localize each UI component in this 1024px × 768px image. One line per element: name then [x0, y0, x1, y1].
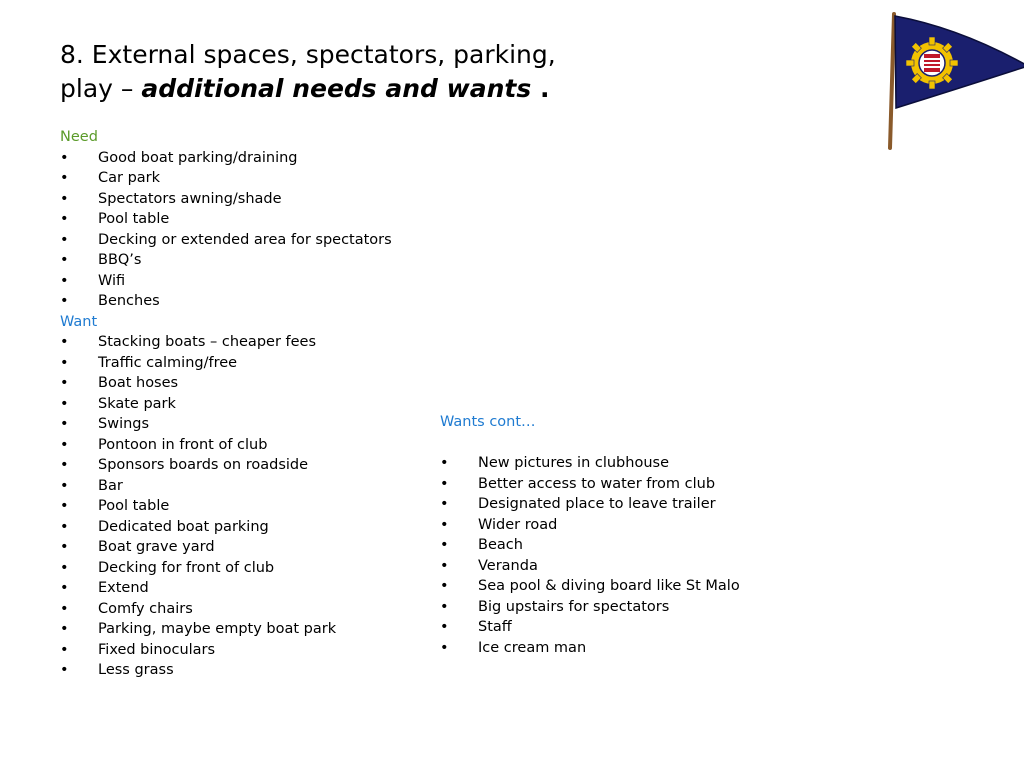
list-item: [60, 455, 392, 476]
bullet-icon: •: [60, 457, 69, 473]
spacer: [440, 433, 740, 454]
list-item: [60, 496, 392, 517]
wants-cont-heading: Wants cont…: [440, 414, 536, 430]
list-item: [440, 515, 740, 536]
list-item: [60, 578, 392, 599]
bullet-icon: •: [60, 272, 69, 289]
list-item: [60, 517, 392, 538]
need-list: [60, 148, 392, 312]
bullet-icon: •: [60, 662, 69, 678]
list-item: [60, 332, 392, 353]
list-item-text: Skate park: [98, 395, 176, 412]
list-item-text: Stacking boats – cheaper fees: [98, 334, 317, 350]
list-item-text: Decking or extended area for spectators: [98, 231, 392, 248]
list-item: [60, 168, 392, 189]
list-item-text: Designated place to leave trailer: [478, 496, 716, 512]
list-item: [60, 640, 392, 661]
bullet-icon: •: [60, 293, 69, 309]
bullet-icon: •: [60, 252, 69, 268]
list-item: [440, 576, 740, 597]
list-item-text: Extend: [98, 580, 149, 596]
list-item: [60, 619, 392, 640]
title-line-2-prefix: play –: [60, 74, 142, 103]
title-emphasis: additional needs and wants: [141, 74, 532, 103]
list-item-text: BBQ’s: [98, 252, 142, 268]
list-item-text: Pontoon in front of club: [98, 436, 268, 453]
bullet-icon: •: [60, 477, 69, 494]
list-item-text: Swings: [98, 416, 150, 432]
bullet-icon: •: [60, 559, 69, 576]
list-item-text: Decking for front of club: [98, 559, 275, 576]
slide-title: [60, 38, 580, 106]
wants-cont-list: [440, 453, 740, 658]
list-item-text: Fixed binoculars: [98, 641, 216, 658]
list-item-text: Staff: [478, 619, 512, 635]
list-item: [60, 291, 392, 312]
list-item: [60, 660, 392, 681]
list-item-text: Car park: [98, 170, 161, 186]
list-item-text: Better access to water from club: [478, 475, 716, 492]
list-item: [60, 414, 392, 435]
bullet-icon: •: [440, 598, 449, 615]
list-item: [440, 617, 740, 638]
bullet-icon: •: [440, 578, 449, 594]
list-item: [440, 597, 740, 618]
list-item: [60, 271, 392, 292]
bullet-icon: •: [440, 516, 449, 533]
list-item: [60, 230, 392, 251]
bullet-icon: •: [60, 190, 69, 207]
bullet-icon: •: [60, 149, 69, 166]
list-item: [60, 250, 392, 271]
bullet-icon: •: [60, 498, 69, 514]
bullet-icon: •: [60, 539, 69, 555]
list-item-text: Beach: [478, 537, 523, 553]
list-item-text: New pictures in clubhouse: [478, 455, 669, 471]
bullet-icon: •: [60, 580, 69, 596]
list-item: [60, 558, 392, 579]
flag-emblem: [906, 37, 958, 89]
bullet-icon: •: [60, 416, 69, 432]
bullet-icon: •: [60, 170, 69, 186]
bullet-icon: •: [60, 375, 69, 391]
bullet-icon: •: [440, 639, 449, 656]
bullet-icon: •: [60, 621, 69, 637]
list-item: [440, 494, 740, 515]
list-item: [60, 189, 392, 210]
bullet-icon: •: [60, 518, 69, 535]
bullet-icon: •: [440, 455, 449, 471]
list-item-text: Boat grave yard: [98, 539, 215, 555]
list-item-text: Pool table: [98, 211, 170, 227]
list-item-text: Boat hoses: [98, 375, 179, 391]
want-list: [60, 332, 392, 681]
bullet-icon: •: [440, 557, 449, 574]
list-item-text: Sea pool & diving board like St Malo: [478, 578, 740, 594]
list-item-text: Wider road: [478, 516, 558, 533]
bullet-icon: •: [440, 475, 449, 492]
list-item-text: Big upstairs for spectators: [478, 598, 670, 615]
list-item: [60, 373, 392, 394]
bullet-icon: •: [60, 334, 69, 350]
list-item-text: Traffic calming/free: [98, 354, 238, 371]
list-item-text: Veranda: [478, 557, 538, 574]
list-item: [440, 453, 740, 474]
list-item-text: Wifi: [98, 272, 126, 289]
want-heading: Want: [60, 313, 98, 330]
list-item-text: Comfy chairs: [98, 600, 193, 617]
list-item: [440, 638, 740, 659]
list-item-text: Dedicated boat parking: [98, 518, 269, 535]
bullet-icon: •: [60, 231, 69, 248]
list-item: [440, 535, 740, 556]
flag-pole: [890, 14, 894, 148]
left-column: [60, 127, 392, 681]
list-item: [60, 599, 392, 620]
list-item: [60, 435, 392, 456]
list-item-text: Pool table: [98, 498, 170, 514]
title-line-1: 8. External spaces, spectators, parking,: [60, 40, 556, 69]
bullet-icon: •: [60, 641, 69, 658]
bullet-icon: •: [440, 537, 449, 553]
list-item-text: Ice cream man: [478, 639, 587, 656]
club-burgee-flag-icon: [880, 8, 1024, 153]
list-item: [440, 474, 740, 495]
list-item: [440, 556, 740, 577]
list-item-text: Sponsors boards on roadside: [98, 457, 309, 473]
right-column: [440, 412, 740, 658]
bullet-icon: •: [60, 395, 69, 412]
need-heading: Need: [60, 129, 98, 145]
bullet-icon: •: [60, 211, 69, 227]
list-item: [60, 394, 392, 415]
bullet-icon: •: [60, 600, 69, 617]
list-item: [60, 209, 392, 230]
list-item-text: Good boat parking/draining: [98, 149, 298, 166]
list-item-text: Parking, maybe empty boat park: [98, 621, 337, 637]
bullet-icon: •: [440, 496, 449, 512]
list-item-text: Benches: [98, 293, 160, 309]
list-item: [60, 353, 392, 374]
bullet-icon: •: [60, 436, 69, 453]
list-item-text: Spectators awning/shade: [98, 190, 282, 207]
list-item-text: Less grass: [98, 662, 174, 678]
list-item: [60, 148, 392, 169]
bullet-icon: •: [60, 354, 69, 371]
list-item: [60, 537, 392, 558]
list-item: [60, 476, 392, 497]
title-line-2-suffix: .: [531, 74, 550, 103]
list-item-text: Bar: [98, 477, 123, 494]
bullet-icon: •: [440, 619, 449, 635]
